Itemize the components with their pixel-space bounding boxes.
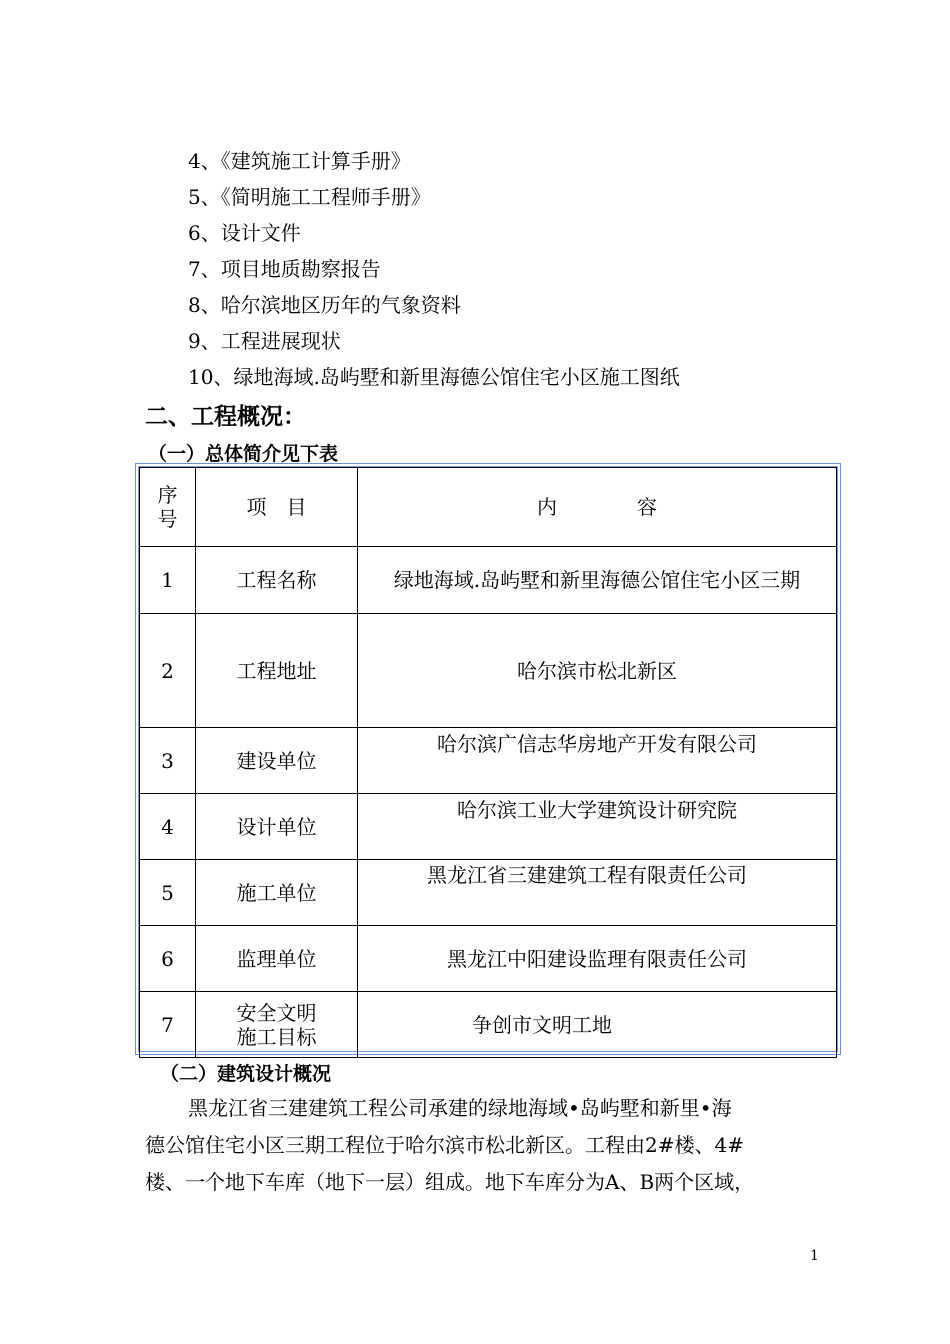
row-item: 安全文明 施工目标	[196, 992, 358, 1058]
row-content: 哈尔滨工业大学建筑设计研究院	[358, 794, 837, 860]
reference-item: 6、设计文件	[188, 221, 301, 245]
row-content: 争创市文明工地	[358, 992, 837, 1058]
table-row	[140, 926, 837, 992]
row-content: 哈尔滨广信志华房地产开发有限公司	[358, 728, 837, 794]
row-content: 哈尔滨市松北新区	[358, 614, 837, 728]
table-header-row	[140, 468, 837, 547]
row-index: 6	[140, 926, 196, 992]
header-item: 项 目	[196, 468, 358, 547]
row-item: 监理单位	[196, 926, 358, 992]
paragraph-line: 楼、一个地下车库（地下一层）组成。地下车库分为A、B两个区域，	[145, 1170, 755, 1194]
row-item: 工程名称	[196, 547, 358, 614]
row-index: 2	[140, 614, 196, 728]
page-number: 1	[810, 1248, 819, 1264]
section-heading: 二、工程概况：	[145, 404, 306, 430]
row-index: 4	[140, 794, 196, 860]
reference-item: 4、《建筑施工计算手册》	[188, 149, 411, 173]
sub-heading-architecture: （二）建筑设计概况	[160, 1063, 332, 1085]
table-row	[140, 728, 837, 794]
reference-item: 5、《简明施工工程师手册》	[188, 185, 431, 209]
sub-heading-overview: （一）总体简介见下表	[148, 443, 339, 465]
overview-table-frame	[135, 463, 841, 1055]
row-content: 黑龙江省三建建筑工程有限责任公司	[358, 860, 837, 926]
row-index: 5	[140, 860, 196, 926]
row-index: 7	[140, 992, 196, 1058]
row-item: 施工单位	[196, 860, 358, 926]
row-item: 工程地址	[196, 614, 358, 728]
reference-item: 7、项目地质勘察报告	[188, 257, 381, 281]
reference-item: 10、绿地海域.岛屿墅和新里海德公馆住宅小区施工图纸	[188, 365, 680, 389]
paragraph-line: 黑龙江省三建建筑工程公司承建的绿地海域•岛屿墅和新里•海	[188, 1096, 732, 1120]
reference-item: 8、哈尔滨地区历年的气象资料	[188, 293, 461, 317]
row-item: 建设单位	[196, 728, 358, 794]
table-row	[140, 992, 837, 1058]
row-content: 绿地海域.岛屿墅和新里海德公馆住宅小区三期	[358, 547, 837, 614]
overview-table	[139, 467, 837, 1058]
table-row	[140, 547, 837, 614]
header-content: 内 容	[358, 468, 837, 547]
row-content: 黑龙江中阳建设监理有限责任公司	[358, 926, 837, 992]
paragraph-line: 德公馆住宅小区三期工程位于哈尔滨市松北新区。工程由2#楼、4#	[145, 1133, 744, 1157]
header-index: 序 号	[140, 468, 196, 547]
table-row	[140, 794, 837, 860]
reference-item: 9、工程进展现状	[188, 329, 341, 353]
table-row	[140, 860, 837, 926]
row-index: 1	[140, 547, 196, 614]
row-index: 3	[140, 728, 196, 794]
table-row	[140, 614, 837, 728]
row-item: 设计单位	[196, 794, 358, 860]
